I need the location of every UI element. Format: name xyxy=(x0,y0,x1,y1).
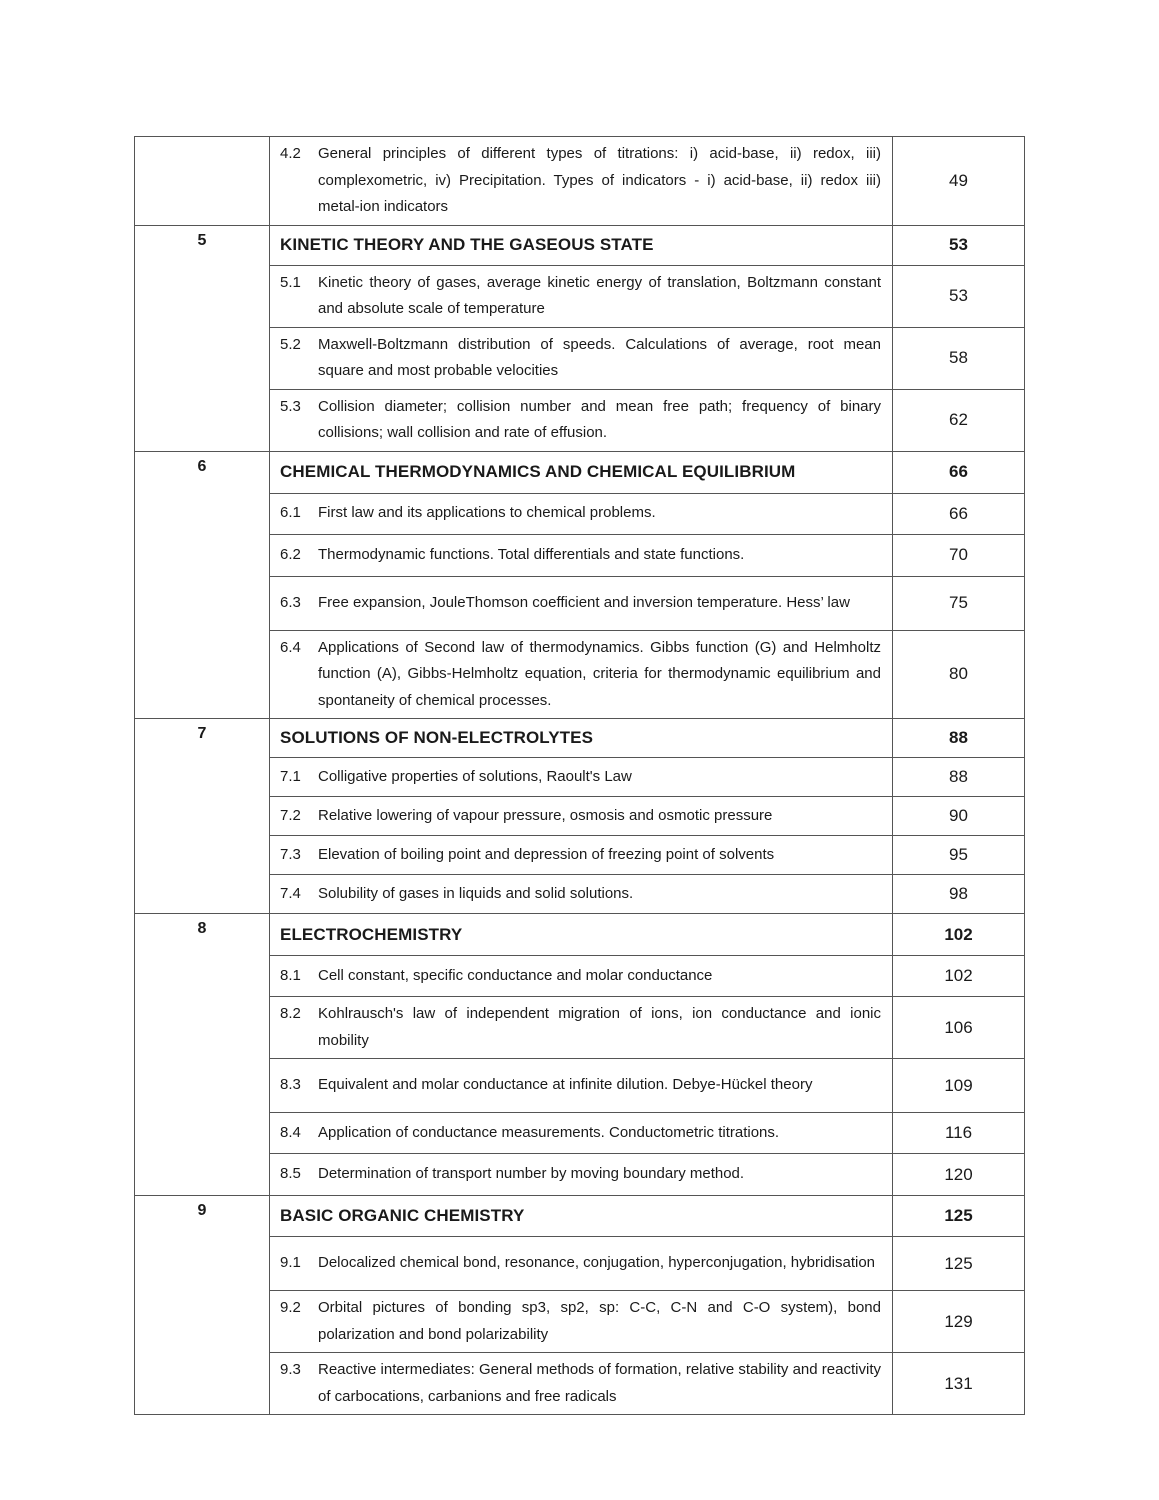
page-number: 49 xyxy=(893,137,1025,226)
unit-number-cell xyxy=(135,137,270,226)
page-number: 102 xyxy=(893,956,1025,997)
item-text: Equivalent and molar conductance at infinite dilution. Debye-Hückel theory xyxy=(318,1076,813,1094)
topic-cell xyxy=(270,1237,893,1291)
unit-header-row xyxy=(135,451,1025,493)
page-number: 80 xyxy=(893,630,1025,719)
item-text: Kohlrausch's law of independent migration of ions, ion conductance and ionic mobility xyxy=(318,1005,881,1049)
topic-cell xyxy=(270,1291,893,1353)
page-number: 66 xyxy=(893,493,1025,534)
page-number: 75 xyxy=(893,576,1025,630)
unit-title: CHEMICAL THERMODYNAMICS AND CHEMICAL EQUILIBRIUM xyxy=(270,451,893,493)
unit-number: 5 xyxy=(135,225,270,451)
item-text: Free expansion, JouleThomson coefficient and inversion temperature. Hess’ law xyxy=(318,593,850,611)
unit-page-number: 125 xyxy=(893,1196,1025,1237)
topic-cell xyxy=(270,1113,893,1154)
page-number: 70 xyxy=(893,534,1025,576)
item-number: 7.4 xyxy=(280,884,301,902)
item-number: 7.2 xyxy=(280,806,301,824)
item-number: 7.1 xyxy=(280,767,301,785)
item-number: 6.2 xyxy=(280,545,301,563)
item-number: 9.2 xyxy=(280,1299,301,1316)
unit-page-number: 88 xyxy=(893,719,1025,758)
unit-page-number: 66 xyxy=(893,451,1025,493)
item-text: Reactive intermediates: General methods of formation, relative stability and reactivity of carbocations, carbanions and free radicals xyxy=(318,1361,881,1405)
unit-number: 7 xyxy=(135,719,270,914)
item-text: Application of conductance measurements. Conductometric titrations. xyxy=(318,1123,780,1141)
item-text: Applications of Second law of thermodynamics. Gibbs function (G) and Helmholtz function (A), Gibbs-Helmholtz equation, criteria for thermodynamic equilibrium and spontaneity of chemical processes. xyxy=(318,638,881,709)
item-text: Solubility of gases in liquids and solid solutions. xyxy=(318,884,634,902)
item-text: Delocalized chemical bond, resonance, conjugation, hyperconjugation, hybridisation xyxy=(318,1254,876,1272)
topic-cell xyxy=(270,1154,893,1196)
unit-header-row xyxy=(135,225,1025,265)
item-text: General principles of different types of titrations: i) acid-base, ii) redox, iii) complexometric, iv) Precipitation. Types of indicators - i) acid-base, ii) redox iii) metal-ion indicators xyxy=(318,145,881,215)
topic-cell xyxy=(270,630,893,719)
unit-title: KINETIC THEORY AND THE GASEOUS STATE xyxy=(270,225,893,265)
page-number: 88 xyxy=(893,758,1025,797)
topic-cell xyxy=(270,493,893,534)
page-number: 125 xyxy=(893,1237,1025,1291)
item-number: 8.1 xyxy=(280,966,301,984)
topic-cell xyxy=(270,137,893,226)
topic-cell xyxy=(270,265,893,327)
item-number: 9.3 xyxy=(280,1361,301,1378)
unit-title: BASIC ORGANIC CHEMISTRY xyxy=(270,1196,893,1237)
item-text: Maxwell-Boltzmann distribution of speeds. Calculations of average, root mean square and most probable velocities xyxy=(318,335,881,379)
unit-header-row xyxy=(135,1196,1025,1237)
page-number: 116 xyxy=(893,1113,1025,1154)
item-number: 9.1 xyxy=(280,1254,301,1272)
item-text: Elevation of boiling point and depression of freezing point of solvents xyxy=(318,845,775,863)
page-number: 106 xyxy=(893,997,1025,1059)
item-number: 6.1 xyxy=(280,504,301,522)
topic-cell xyxy=(270,576,893,630)
item-number: 4.2 xyxy=(280,145,301,162)
unit-number: 6 xyxy=(135,451,270,719)
item-number: 7.3 xyxy=(280,845,301,863)
topic-cell xyxy=(270,956,893,997)
unit-header-row xyxy=(135,719,1025,758)
topic-cell xyxy=(270,875,893,914)
table-of-contents xyxy=(134,136,1025,1415)
unit-title: SOLUTIONS OF NON-ELECTROLYTES xyxy=(270,719,893,758)
item-text: Thermodynamic functions. Total differentials and state functions. xyxy=(318,545,745,563)
page-number: 58 xyxy=(893,327,1025,389)
unit-header-row xyxy=(135,914,1025,956)
item-number: 8.5 xyxy=(280,1165,301,1183)
page-number: 95 xyxy=(893,836,1025,875)
item-number: 8.2 xyxy=(280,1005,301,1022)
topic-cell xyxy=(270,1353,893,1415)
page-number: 53 xyxy=(893,265,1025,327)
item-number: 5.1 xyxy=(280,273,301,291)
unit-number: 9 xyxy=(135,1196,270,1415)
unit-title: ELECTROCHEMISTRY xyxy=(270,914,893,956)
unit-page-number: 53 xyxy=(893,225,1025,265)
item-text: Orbital pictures of bonding sp3, sp2, sp: C-C, C-N and C-O system), bond polarization and bond polarizability xyxy=(318,1299,881,1343)
item-text: First law and its applications to chemical problems. xyxy=(318,504,656,522)
item-text: Relative lowering of vapour pressure, osmosis and osmotic pressure xyxy=(318,806,773,824)
page-number: 62 xyxy=(893,389,1025,451)
item-text: Cell constant, specific conductance and molar conductance xyxy=(318,966,713,984)
item-text: Colligative properties of solutions, Raoult's Law xyxy=(318,767,632,785)
item-number: 6.3 xyxy=(280,593,301,611)
item-number: 8.3 xyxy=(280,1076,301,1094)
item-number: 8.4 xyxy=(280,1123,301,1141)
topic-cell xyxy=(270,836,893,875)
topic-cell xyxy=(270,534,893,576)
item-number: 5.3 xyxy=(280,397,301,415)
topic-cell xyxy=(270,1059,893,1113)
page-number: 120 xyxy=(893,1154,1025,1196)
item-text: Kinetic theory of gases, average kinetic energy of translation, Boltzmann constant and absolute scale of temperature xyxy=(318,273,881,317)
item-text: Determination of transport number by moving boundary method. xyxy=(318,1165,745,1183)
topic-cell xyxy=(270,327,893,389)
page-number: 98 xyxy=(893,875,1025,914)
item-number: 6.4 xyxy=(280,638,301,656)
topic-cell xyxy=(270,389,893,451)
unit-number: 8 xyxy=(135,914,270,1196)
page-number: 109 xyxy=(893,1059,1025,1113)
page-number: 129 xyxy=(893,1291,1025,1353)
item-number: 5.2 xyxy=(280,335,301,353)
unit-page-number: 102 xyxy=(893,914,1025,956)
page-number: 90 xyxy=(893,797,1025,836)
item-text: Collision diameter; collision number and mean free path; frequency of binary collisions; wall collision and rate of effusion. xyxy=(318,397,881,441)
topic-cell xyxy=(270,758,893,797)
topic-cell xyxy=(270,797,893,836)
topic-cell xyxy=(270,997,893,1059)
page-number: 131 xyxy=(893,1353,1025,1415)
toc-row-4-2 xyxy=(135,137,1025,226)
